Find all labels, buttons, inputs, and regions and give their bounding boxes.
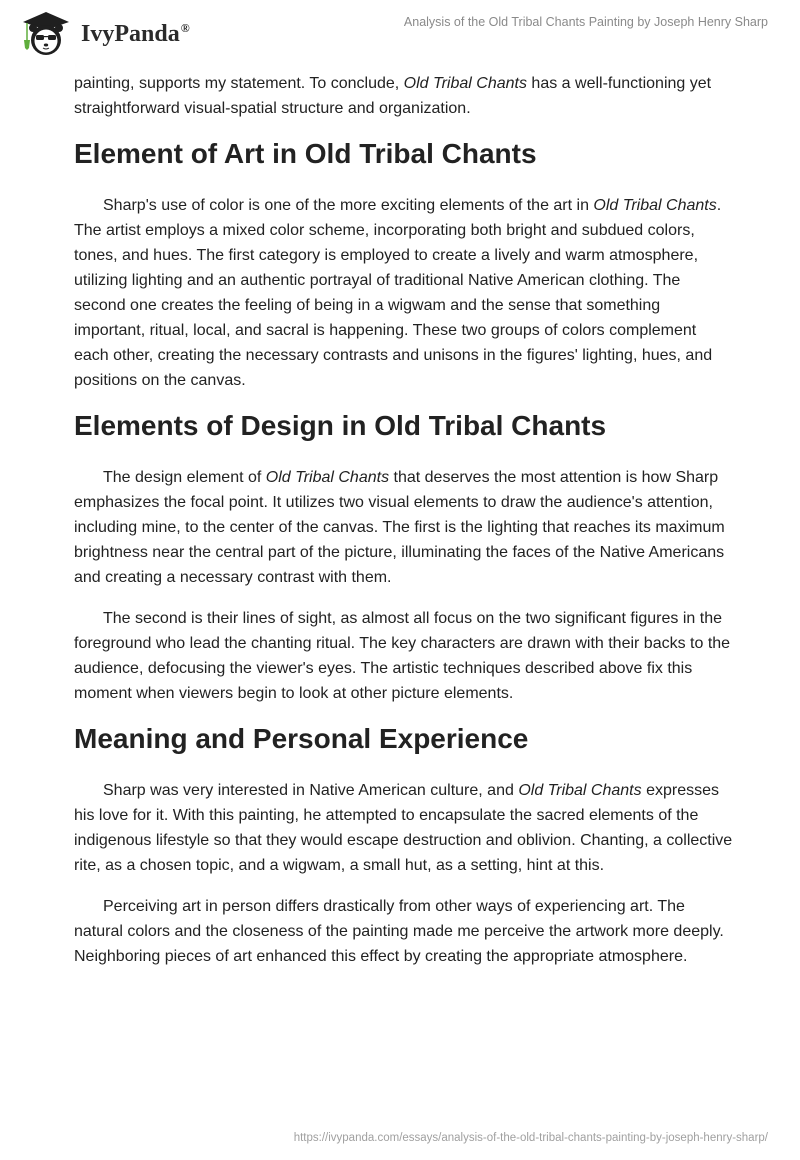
section-heading-elements-of-design: Elements of Design in Old Tribal Chants — [74, 410, 607, 441]
brand-logo[interactable] — [15, 8, 190, 58]
paragraph: The design element of Old Tribal Chants that deserves the most attention is how Sharp emphasizes the focal point. It utilizes two visual elements to draw the audience's attention, including mine, to the center of the canvas. The first is the lighting that reaches its maximum brightness near the central part of the picture, illuminating the faces of the Native Americans and creating a necessary contrast with them. — [74, 469, 725, 586]
source-url-link[interactable]: https://ivypanda.com/essays/analysis-of-the-old-tribal-chants-painting-by-joseph-henry-sharp/ — [293, 1132, 768, 1144]
page-header — [0, 0, 800, 60]
section-heading-element-of-art: Element of Art in Old Tribal Chants — [74, 138, 537, 169]
paragraph: Perceiving art in person differs drastically from other ways of experiencing art. The natural colors and the closeness of the painting made me perceive the artwork more deeply. Neighboring pieces of art enhanced this effect by creating the appropriate atmosphere. — [74, 898, 724, 965]
essay-body — [74, 71, 734, 985]
paragraph: Sharp's use of color is one of the more exciting elements of the art in Old Tribal Chants. The artist employs a mixed color scheme, incorporating both bright and subdued colors, tones, and hues. The first category is employed to create a lively and warm atmosphere, utilizing lighting and an authentic portrayal of traditional Native American clothing. The second one creates the feeling of being in a wigwam and the sense that something important, ritual, local, and sacral is happening. These two groups of colors complement each other, creating the necessary contrasts and unisons in the figures' lighting, hues, and positions on the canvas. — [74, 197, 722, 389]
panda-graduation-cap-icon — [15, 8, 77, 58]
paragraph: The second is their lines of sight, as almost all focus on the two significant figures in the foreground who lead the chanting ritual. The key characters are drawn with their backs to the audience, defocusing the viewer's eyes. The artistic techniques described above fix this moment when viewers begin to look at other picture elements. — [74, 610, 731, 702]
document-title: Analysis of the Old Tribal Chants Painting by Joseph Henry Sharp — [403, 15, 768, 29]
brand-name: IvyPanda® — [81, 20, 190, 47]
intro-paragraph: painting, supports my statement. To conclude, Old Tribal Chants has a well-functioning yet straightforward visual-spatial structure and organization. — [74, 75, 712, 117]
paragraph: Sharp was very interested in Native American culture, and Old Tribal Chants expresses his love for it. With this painting, he attempted to encapsulate the sacred elements of the indigenous lifestyle so that they would escape destruction and oblivion. Chanting, a collective rite, as a chosen topic, and a wigwam, a small hut, as a setting, hint at this. — [74, 782, 733, 874]
section-heading-meaning: Meaning and Personal Experience — [74, 723, 529, 754]
